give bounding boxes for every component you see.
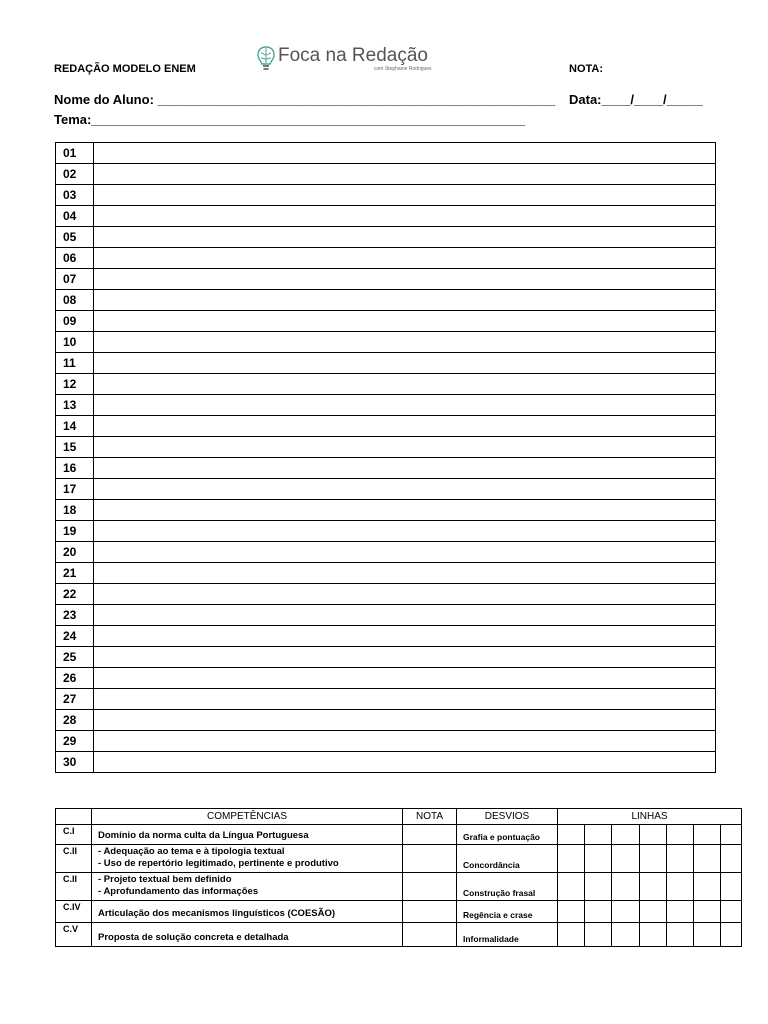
desvio-label: Construção frasal bbox=[457, 873, 558, 901]
line-writing-area[interactable] bbox=[94, 311, 716, 332]
competency-row bbox=[56, 825, 742, 845]
line-writing-area[interactable] bbox=[94, 206, 716, 227]
line-writing-area[interactable] bbox=[94, 185, 716, 206]
competency-description bbox=[92, 923, 403, 947]
writing-line bbox=[56, 626, 716, 647]
linhas-cell[interactable] bbox=[721, 873, 742, 901]
writing-line bbox=[56, 500, 716, 521]
desvio-label: Regência e crase bbox=[457, 901, 558, 923]
line-number: 06 bbox=[56, 248, 94, 269]
linhas-cell[interactable] bbox=[612, 825, 640, 845]
competencies-table bbox=[55, 808, 742, 947]
line-number: 17 bbox=[56, 479, 94, 500]
line-number: 05 bbox=[56, 227, 94, 248]
line-number: 16 bbox=[56, 458, 94, 479]
line-writing-area[interactable] bbox=[94, 647, 716, 668]
line-writing-area[interactable] bbox=[94, 395, 716, 416]
linhas-cell[interactable] bbox=[667, 825, 694, 845]
linhas-cell[interactable] bbox=[585, 901, 612, 923]
linhas-cell[interactable] bbox=[585, 845, 612, 873]
competency-code: C.IV bbox=[56, 901, 92, 923]
writing-line bbox=[56, 269, 716, 290]
line-number: 22 bbox=[56, 584, 94, 605]
line-writing-area[interactable] bbox=[94, 626, 716, 647]
competency-row bbox=[56, 901, 742, 923]
line-number: 24 bbox=[56, 626, 94, 647]
line-number: 25 bbox=[56, 647, 94, 668]
writing-line bbox=[56, 542, 716, 563]
header-desvios: DESVIOS bbox=[457, 809, 558, 825]
line-number: 15 bbox=[56, 437, 94, 458]
linhas-cell[interactable] bbox=[585, 873, 612, 901]
competency-code: C.I bbox=[56, 825, 92, 845]
line-number: 08 bbox=[56, 290, 94, 311]
line-number: 04 bbox=[56, 206, 94, 227]
line-writing-area[interactable] bbox=[94, 290, 716, 311]
linhas-cell[interactable] bbox=[558, 845, 585, 873]
logo-brand-text: Foca na Redação bbox=[278, 45, 428, 66]
line-writing-area[interactable] bbox=[94, 227, 716, 248]
competency-code: C.II bbox=[56, 845, 92, 873]
grade-label: NOTA: bbox=[569, 63, 604, 75]
writing-line bbox=[56, 311, 716, 332]
desvio-label: Informalidade bbox=[457, 923, 558, 947]
competency-description-line: - Adequação ao tema e à tipologia textual bbox=[98, 846, 285, 857]
line-number: 26 bbox=[56, 668, 94, 689]
line-writing-area[interactable] bbox=[94, 479, 716, 500]
line-writing-area[interactable] bbox=[94, 374, 716, 395]
linhas-cell[interactable] bbox=[694, 825, 721, 845]
line-writing-area[interactable] bbox=[94, 500, 716, 521]
competency-description-line: Proposta de solução concreta e detalhada bbox=[98, 932, 289, 943]
line-writing-area[interactable] bbox=[94, 332, 716, 353]
header-competencias: COMPETÊNCIAS bbox=[92, 809, 403, 825]
writing-line bbox=[56, 563, 716, 584]
nota-cell[interactable] bbox=[403, 825, 457, 845]
line-writing-area[interactable] bbox=[94, 584, 716, 605]
form-title: REDAÇÃO MODELO ENEM bbox=[54, 63, 196, 75]
competency-description bbox=[92, 825, 403, 845]
line-writing-area[interactable] bbox=[94, 269, 716, 290]
line-writing-area[interactable] bbox=[94, 710, 716, 731]
competency-description-line: - Aprofundamento das informações bbox=[98, 886, 259, 897]
header-linhas: LINHAS bbox=[558, 809, 742, 825]
competency-code: C.V bbox=[56, 923, 92, 947]
line-number: 30 bbox=[56, 752, 94, 773]
linhas-cell[interactable] bbox=[694, 923, 721, 947]
line-writing-area[interactable] bbox=[94, 605, 716, 626]
line-writing-area[interactable] bbox=[94, 668, 716, 689]
line-writing-area[interactable] bbox=[94, 563, 716, 584]
writing-line bbox=[56, 374, 716, 395]
linhas-cell[interactable] bbox=[667, 923, 694, 947]
linhas-cell[interactable] bbox=[667, 901, 694, 923]
writing-line bbox=[56, 521, 716, 542]
writing-line bbox=[56, 668, 716, 689]
line-writing-area[interactable] bbox=[94, 731, 716, 752]
line-writing-area[interactable] bbox=[94, 416, 716, 437]
competency-code: C.II bbox=[56, 873, 92, 901]
date-field[interactable]: Data:____/____/_____ bbox=[569, 92, 703, 107]
line-writing-area[interactable] bbox=[94, 542, 716, 563]
linhas-cell[interactable] bbox=[694, 873, 721, 901]
writing-line bbox=[56, 689, 716, 710]
brain-lightbulb-icon bbox=[256, 45, 276, 75]
linhas-cell[interactable] bbox=[558, 873, 585, 901]
linhas-cell[interactable] bbox=[640, 923, 667, 947]
linhas-cell[interactable] bbox=[640, 825, 667, 845]
linhas-cell[interactable] bbox=[558, 901, 585, 923]
writing-line bbox=[56, 584, 716, 605]
linhas-cell[interactable] bbox=[612, 873, 640, 901]
writing-line bbox=[56, 479, 716, 500]
writing-line bbox=[56, 227, 716, 248]
linhas-cell[interactable] bbox=[721, 901, 742, 923]
writing-line bbox=[56, 731, 716, 752]
writing-line bbox=[56, 395, 716, 416]
writing-line bbox=[56, 164, 716, 185]
line-writing-area[interactable] bbox=[94, 689, 716, 710]
competency-row bbox=[56, 923, 742, 947]
linhas-cell[interactable] bbox=[721, 923, 742, 947]
competency-description bbox=[92, 901, 403, 923]
line-number: 14 bbox=[56, 416, 94, 437]
line-number: 19 bbox=[56, 521, 94, 542]
line-writing-area[interactable] bbox=[94, 458, 716, 479]
competency-row bbox=[56, 873, 742, 901]
writing-line bbox=[56, 752, 716, 773]
writing-lines-table bbox=[55, 142, 716, 773]
competency-description-line: Domínio da norma culta da Língua Portuguesa bbox=[98, 830, 309, 841]
linhas-cell[interactable] bbox=[667, 845, 694, 873]
writing-line bbox=[56, 248, 716, 269]
line-writing-area[interactable] bbox=[94, 143, 716, 164]
linhas-cell[interactable] bbox=[612, 901, 640, 923]
writing-line bbox=[56, 185, 716, 206]
linhas-cell[interactable] bbox=[667, 873, 694, 901]
line-number: 23 bbox=[56, 605, 94, 626]
header-blank bbox=[56, 809, 92, 825]
nota-cell[interactable] bbox=[403, 901, 457, 923]
competency-row bbox=[56, 845, 742, 873]
writing-line bbox=[56, 605, 716, 626]
line-number: 27 bbox=[56, 689, 94, 710]
nota-cell[interactable] bbox=[403, 873, 457, 901]
linhas-cell[interactable] bbox=[694, 845, 721, 873]
linhas-cell[interactable] bbox=[558, 825, 585, 845]
student-name-field[interactable]: Nome do Aluno: _______________________________________________________ bbox=[54, 92, 556, 107]
linhas-cell[interactable] bbox=[694, 901, 721, 923]
theme-field[interactable]: Tema:____________________________________________________________ bbox=[54, 112, 526, 127]
line-number: 02 bbox=[56, 164, 94, 185]
writing-line bbox=[56, 353, 716, 374]
writing-line bbox=[56, 458, 716, 479]
line-writing-area[interactable] bbox=[94, 164, 716, 185]
competency-description bbox=[92, 845, 403, 873]
line-writing-area[interactable] bbox=[94, 521, 716, 542]
line-number: 28 bbox=[56, 710, 94, 731]
writing-line bbox=[56, 206, 716, 227]
linhas-cell[interactable] bbox=[721, 845, 742, 873]
line-number: 10 bbox=[56, 332, 94, 353]
line-number: 03 bbox=[56, 185, 94, 206]
linhas-cell[interactable] bbox=[612, 845, 640, 873]
line-number: 01 bbox=[56, 143, 94, 164]
logo-subtitle: com Stephanie Rodrigues bbox=[374, 66, 432, 72]
line-writing-area[interactable] bbox=[94, 437, 716, 458]
writing-line bbox=[56, 416, 716, 437]
linhas-cell[interactable] bbox=[640, 901, 667, 923]
desvio-label: Grafia e pontuação bbox=[457, 825, 558, 845]
writing-line bbox=[56, 710, 716, 731]
competency-description-line: - Projeto textual bem definido bbox=[98, 874, 232, 885]
desvio-label: Concordância bbox=[457, 845, 558, 873]
header-nota: NOTA bbox=[403, 809, 457, 825]
line-number: 21 bbox=[56, 563, 94, 584]
linhas-cell[interactable] bbox=[612, 923, 640, 947]
linhas-cell[interactable] bbox=[585, 923, 612, 947]
line-number: 07 bbox=[56, 269, 94, 290]
linhas-cell[interactable] bbox=[640, 873, 667, 901]
logo bbox=[256, 45, 456, 77]
competency-description-line: - Uso de repertório legitimado, pertinente e produtivo bbox=[98, 858, 339, 869]
line-number: 12 bbox=[56, 374, 94, 395]
competency-description bbox=[92, 873, 403, 901]
writing-line bbox=[56, 332, 716, 353]
line-writing-area[interactable] bbox=[94, 248, 716, 269]
line-number: 13 bbox=[56, 395, 94, 416]
nota-cell[interactable] bbox=[403, 845, 457, 873]
line-writing-area[interactable] bbox=[94, 353, 716, 374]
line-number: 18 bbox=[56, 500, 94, 521]
writing-line bbox=[56, 437, 716, 458]
line-number: 09 bbox=[56, 311, 94, 332]
line-writing-area[interactable] bbox=[94, 752, 716, 773]
linhas-cell[interactable] bbox=[721, 825, 742, 845]
linhas-cell[interactable] bbox=[558, 923, 585, 947]
competency-description-line: Articulação dos mecanismos linguísticos (COESÃO) bbox=[98, 908, 336, 919]
line-number: 20 bbox=[56, 542, 94, 563]
line-number: 29 bbox=[56, 731, 94, 752]
line-number: 11 bbox=[56, 353, 94, 374]
nota-cell[interactable] bbox=[403, 923, 457, 947]
linhas-cell[interactable] bbox=[585, 825, 612, 845]
writing-line bbox=[56, 143, 716, 164]
linhas-cell[interactable] bbox=[640, 845, 667, 873]
writing-line bbox=[56, 290, 716, 311]
writing-line bbox=[56, 647, 716, 668]
